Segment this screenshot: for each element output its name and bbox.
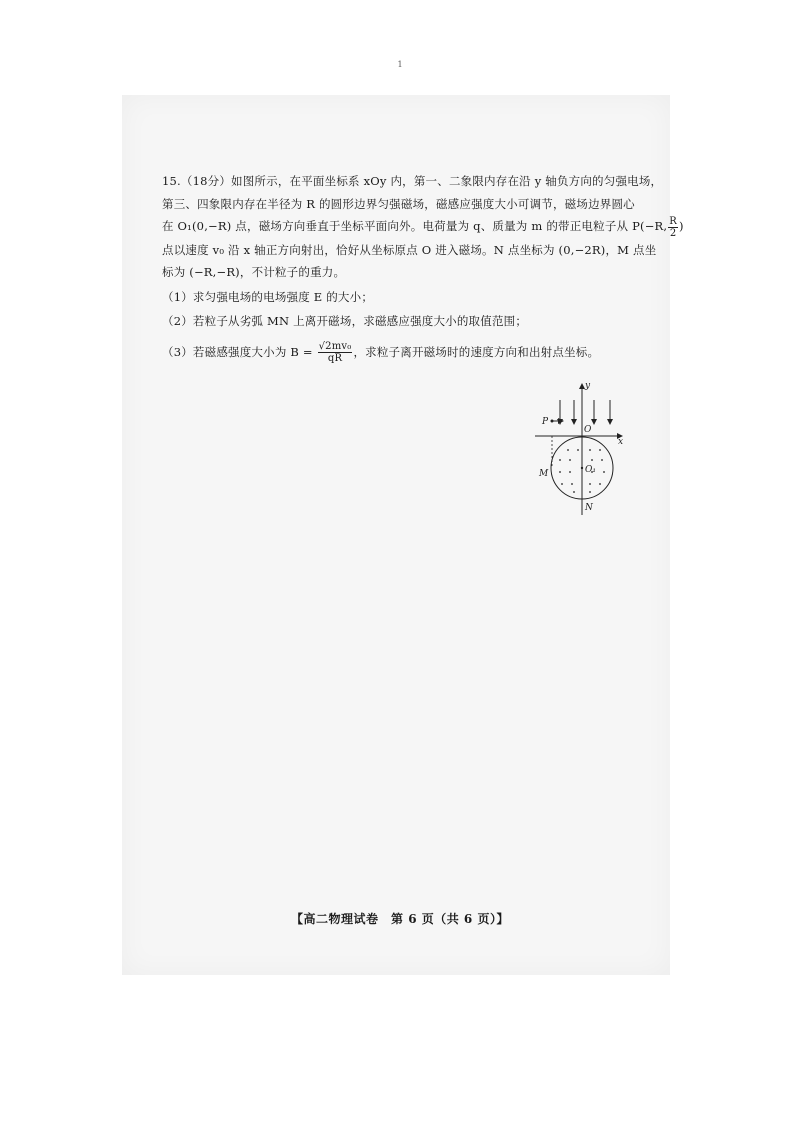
label-o: O <box>584 425 592 435</box>
page-footer: 【高二物理试卷 第 6 页（共 6 页）】 <box>291 912 509 926</box>
problem-line-1: 15.（18分）如图所示，在平面坐标系 xOy 内，第一、二象限内存在沿 y 轴负方向的匀强电场， <box>162 174 663 188</box>
label-n: N <box>585 503 593 513</box>
question-2: （2）若粒子从劣弧 MN 上离开磁场，求磁感应强度大小的取值范围； <box>162 314 528 328</box>
label-y: y <box>585 381 591 391</box>
fraction-b-value <box>318 341 353 364</box>
fraction-denominator: 2 <box>669 227 677 239</box>
question-3-a: （3）若磁感强度大小为 B = <box>162 344 313 359</box>
b-numerator: √2mv₀ <box>318 341 352 352</box>
label-p: P <box>542 417 549 427</box>
label-o1: O₁ <box>585 465 596 475</box>
label-m: M <box>539 469 549 479</box>
problem-line-5: 标为 (−R,−R)，不计粒子的重力。 <box>162 265 346 279</box>
b-denominator: qR <box>327 353 343 364</box>
page-number: 1 <box>397 60 403 69</box>
problem-line-4: 点以速度 v₀ 沿 x 轴正方向射出，恰好从坐标原点 O 进入磁场。N 点坐标为 (0,−2R)，M 点坐 <box>162 242 657 257</box>
label-x: x <box>618 437 624 447</box>
fraction-r-over-2 <box>668 216 678 239</box>
problem-line-3-b: ) <box>678 219 684 233</box>
problem-line-3 <box>162 215 684 239</box>
question-3-b: ，求粒子离开磁场时的速度方向和出射点坐标。 <box>353 344 600 359</box>
fraction-numerator: R <box>669 215 677 227</box>
problem-line-2: 第三、四象限内存在半径为 R 的圆形边界匀强磁场，磁感应强度大小可调节，磁场边界圆心 <box>162 196 635 211</box>
center-o1 <box>581 467 583 469</box>
question-3 <box>162 341 636 365</box>
problem-text <box>162 170 684 364</box>
electric-field-arrows <box>560 400 610 424</box>
question-1: （1）求匀强电场的电场强度 E 的大小； <box>162 289 374 304</box>
physics-diagram <box>530 380 630 520</box>
problem-line-3-a: 在 O₁(0,−R) 点，磁场方向垂直于坐标平面向外。电荷量为 q、质量为 m 的带正电粒子从 P(−R, <box>162 219 668 233</box>
